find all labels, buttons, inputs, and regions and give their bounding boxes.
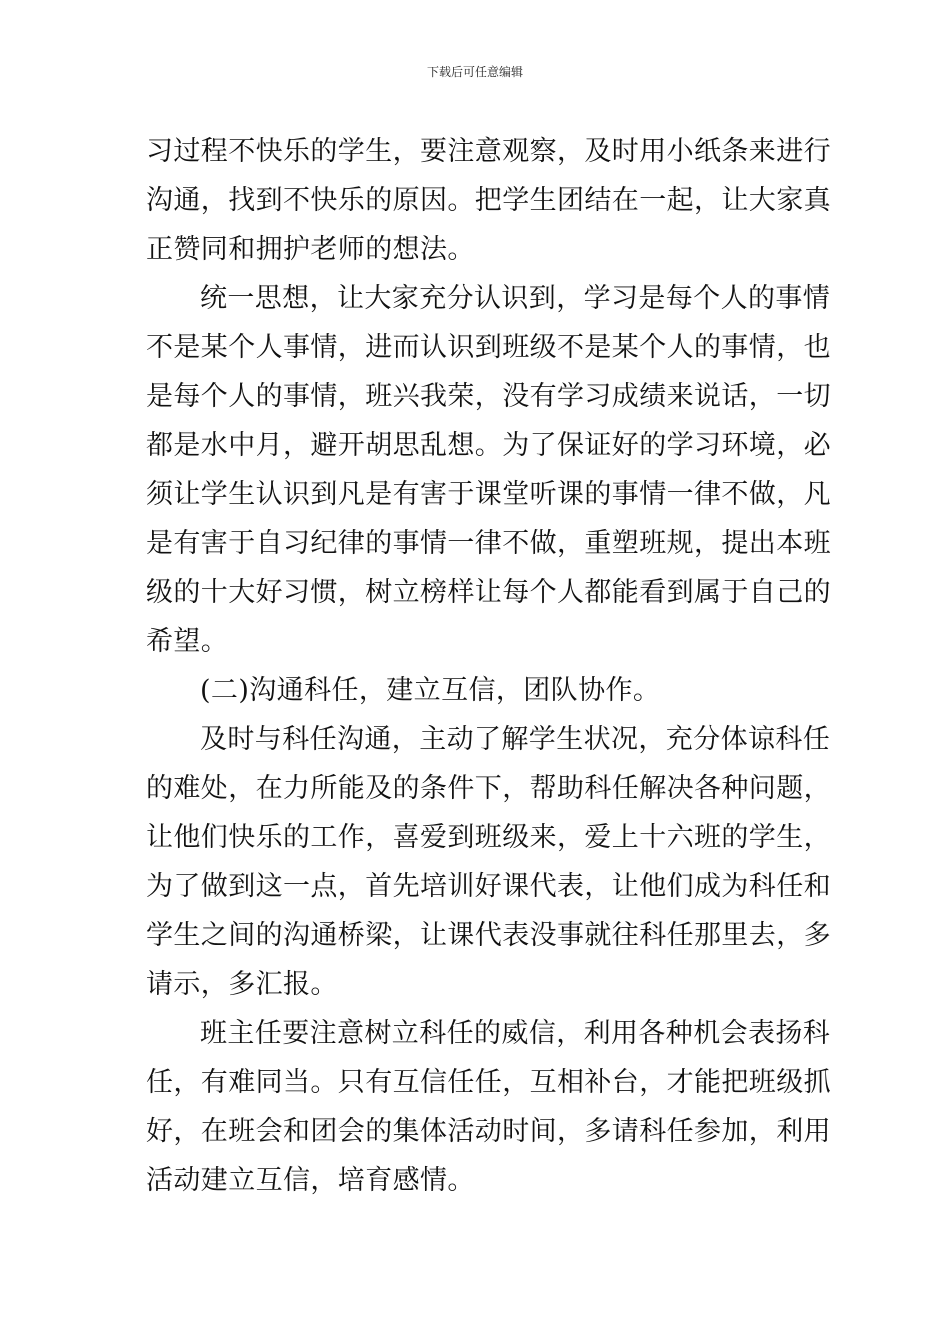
paragraph-line: 级的十大好习惯，树立榜样让每个人都能看到属于自己的: [146, 577, 831, 608]
paragraph-line: 不是某个人事情，进而认识到班级不是某个人的事情，也: [146, 332, 831, 363]
document-body: [146, 127, 831, 1205]
paragraph-line: 为了做到这一点，首先培训好课代表，让他们成为科任和: [146, 871, 831, 902]
paragraph-line: 习过程不快乐的学生，要注意观察，及时用小纸条来进行: [146, 136, 831, 167]
paragraph-line: 都是水中月，避开胡思乱想。为了保证好的学习环境，必: [146, 430, 831, 461]
page-header: 下载后可任意编辑: [426, 65, 523, 79]
paragraph-line: 学生之间的沟通桥梁，让课代表没事就往科任那里去，多: [146, 920, 831, 951]
paragraph-line: 的难处，在力所能及的条件下，帮助科任解决各种问题，: [146, 773, 831, 804]
paragraph-line: 须让学生认识到凡是有害于课堂听课的事情一律不做，凡: [146, 479, 831, 510]
paragraph-line: 统一思想，让大家充分认识到，学习是每个人的事情: [200, 283, 831, 314]
paragraph-line: 活动建立互信，培育感情。: [146, 1165, 475, 1196]
paragraph-line: 好，在班会和团会的集体活动时间，多请科任参加，利用: [146, 1116, 831, 1147]
paragraph-line: 沟通，找到不快乐的原因。把学生团结在一起，让大家真: [146, 185, 831, 216]
paragraph-line: 希望。: [146, 626, 229, 657]
paragraph-line: 是有害于自习纪律的事情一律不做，重塑班规，提出本班: [146, 528, 831, 559]
paragraph-line: 正赞同和拥护老师的想法。: [146, 234, 475, 265]
paragraph-line: 是每个人的事情，班兴我荣，没有学习成绩来说话，一切: [146, 381, 831, 412]
paragraph-line: 班主任要注意树立科任的威信，利用各种机会表扬科: [200, 1018, 831, 1049]
paragraph-line: 让他们快乐的工作，喜爱到班级来，爱上十六班的学生，: [146, 822, 831, 853]
paragraph-line: 任，有难同当。只有互信任任，互相补台，才能把班级抓: [146, 1067, 831, 1098]
section-heading: (二)沟通科任，建立互信，团队协作。: [200, 675, 661, 706]
paragraph-line: 请示，多汇报。: [146, 969, 338, 1000]
paragraph-line: 及时与科任沟通，主动了解学生状况，充分体谅科任: [200, 724, 831, 755]
